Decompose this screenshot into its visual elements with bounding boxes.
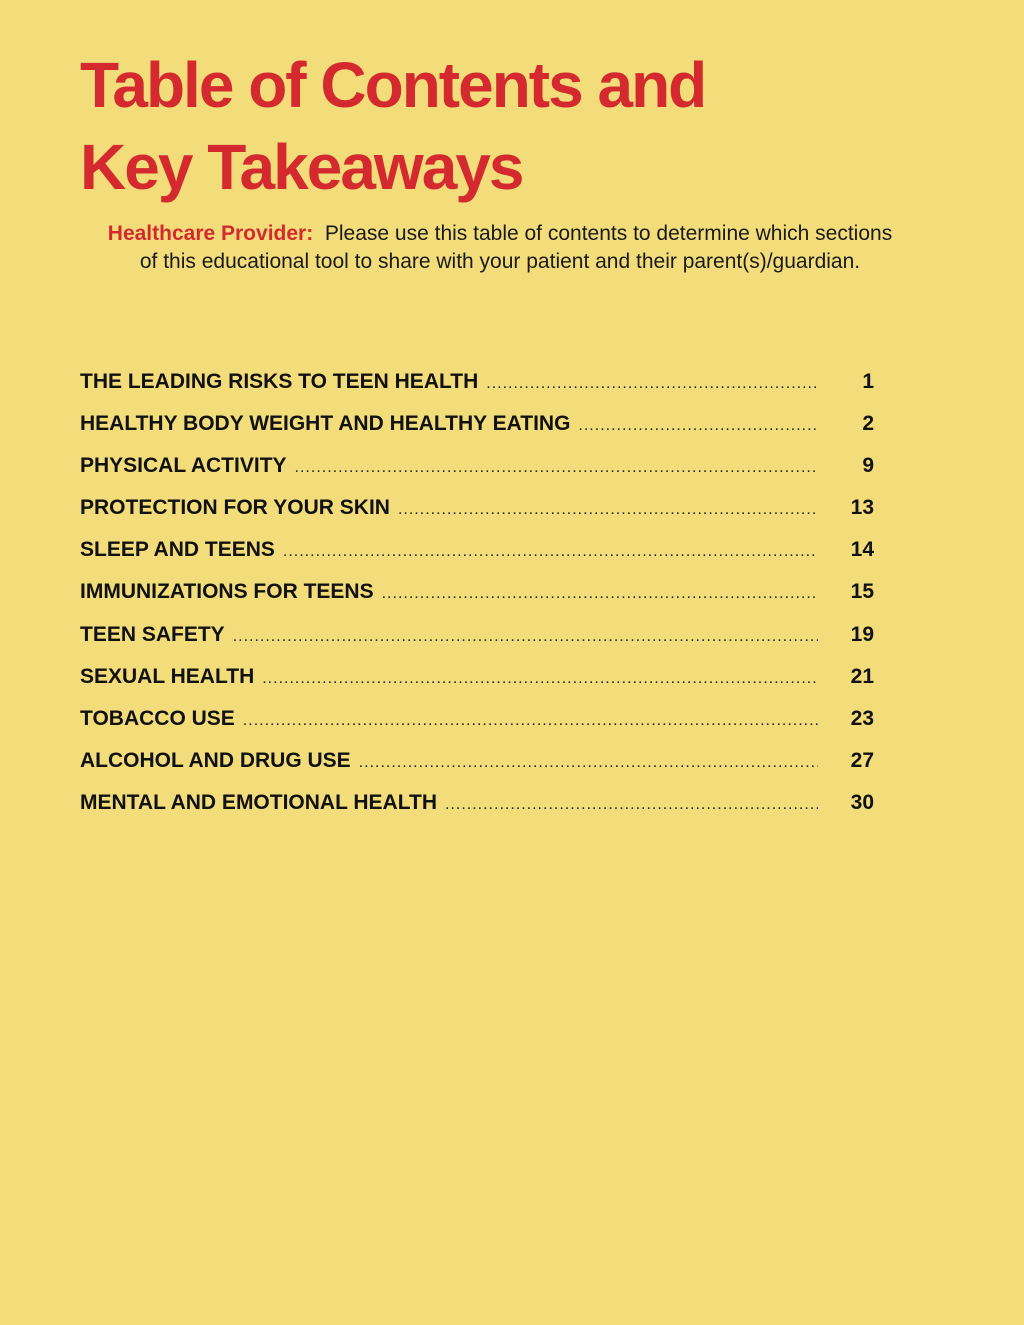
toc-dot-leader: [243, 700, 818, 742]
toc-dot-leader: [398, 489, 818, 531]
toc-dot-leader: [486, 363, 818, 405]
toc-entry-label: TEEN SAFETY: [80, 622, 225, 646]
toc-dot-leader: [283, 531, 818, 573]
toc-entry-label: SEXUAL HEALTH: [80, 664, 255, 688]
toc-entry-body-weight[interactable]: [80, 403, 874, 445]
toc-entry-label: HEALTHY BODY WEIGHT AND HEALTHY EATING: [80, 412, 571, 436]
table-of-contents: [80, 361, 874, 824]
toc-page-number: 30: [850, 790, 874, 814]
toc-dot-leader: [262, 658, 818, 700]
toc-entry-label: MENTAL AND EMOTIONAL HEALTH: [80, 790, 437, 814]
toc-page-number: 13: [850, 496, 874, 520]
toc-page-number: 27: [850, 748, 874, 772]
toc-dot-leader: [445, 784, 818, 826]
toc-page-number: 9: [862, 454, 874, 478]
toc-entry-label: IMMUNIZATIONS FOR TEENS: [80, 580, 374, 604]
toc-entry-leading-risks[interactable]: [80, 361, 874, 403]
toc-entry-label: ALCOHOL AND DRUG USE: [80, 748, 351, 772]
toc-entry-physical-activity[interactable]: [80, 445, 874, 487]
toc-entry-label: SLEEP AND TEENS: [80, 538, 275, 562]
toc-entry-label: PROTECTION FOR YOUR SKIN: [80, 496, 390, 520]
toc-entry-skin-protection[interactable]: [80, 487, 874, 529]
toc-page-number: 21: [850, 664, 874, 688]
toc-entry-immunizations[interactable]: [80, 571, 874, 613]
toc-entry-label: PHYSICAL ACTIVITY: [80, 454, 287, 478]
toc-entry-teen-safety[interactable]: [80, 614, 874, 656]
toc-entry-label: TOBACCO USE: [80, 706, 235, 730]
toc-page-number: 19: [850, 622, 874, 646]
toc-page-number: 2: [862, 412, 874, 436]
toc-entry-sleep[interactable]: [80, 529, 874, 571]
toc-dot-leader: [359, 742, 818, 784]
toc-entry-sexual-health[interactable]: [80, 656, 874, 698]
toc-page-number: 14: [850, 538, 874, 562]
page-title: [80, 44, 705, 208]
toc-dot-leader: [578, 405, 818, 447]
toc-entry-mental-health[interactable]: [80, 782, 874, 824]
intro-lead: Healthcare Provider:: [107, 222, 314, 245]
toc-dot-leader: [382, 573, 818, 615]
toc-entry-alcohol-drugs[interactable]: [80, 740, 874, 782]
title-line-1: Table of Contents and: [80, 49, 706, 121]
toc-page-number: 15: [850, 580, 874, 604]
toc-page-number: 1: [862, 370, 874, 393]
toc-page-number: 23: [850, 706, 874, 730]
intro-paragraph: [100, 220, 900, 276]
title-line-2: Key Takeaways: [80, 131, 523, 203]
intro-text: Please use this table of contents to determine which sections of this educational tool to share with your patient and their parent(s)/guardian.: [139, 222, 893, 273]
toc-entry-label: THE LEADING RISKS TO TEEN HEALTH: [80, 370, 479, 393]
toc-dot-leader: [233, 616, 818, 658]
toc-dot-leader: [295, 447, 818, 489]
toc-entry-tobacco[interactable]: [80, 698, 874, 740]
